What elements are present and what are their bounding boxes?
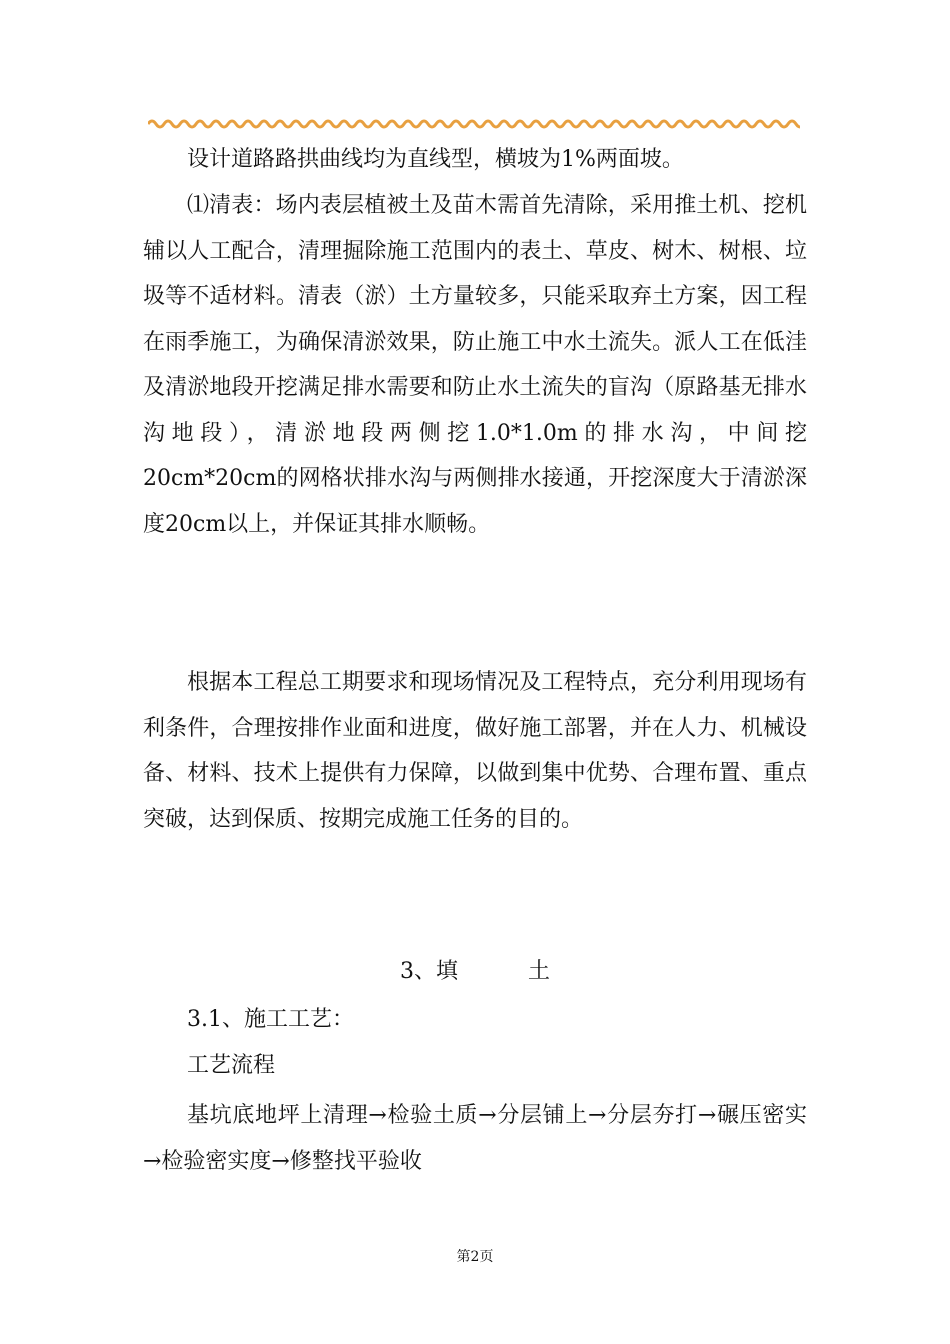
page-number: 第2页 [456, 1249, 494, 1265]
paragraph-deployment: 根据本工程总工期要求和现场情况及工程特点，充分利用现场有利条件，合理按排作业面和进度，做好施工部署，并在人力、机械设备、材料、技术上提供有力保障，以做到集中优势、合理布置、重点突破，达到保质、按期完成施工任务的目的。 [143, 670, 807, 832]
paragraph-clearing: ⑴清表：场内表层植被土及苗木需首先清除，采用推土机、挖机辅以人工配合，清理掘除施工范围内的表土、草皮、树木、树根、垃圾等不适材料。清表（淤）土方量较多，只能采取弃土方案，因工程在雨季施工，为确保清淤效果，防止施工中水土流失。派人工在低洼及清淤地段开挖满足排水需要和防止水土流失的盲沟（原路基无排水沟地段），清淤地段两侧挖1.0*1.0m的排水沟，中间挖20cm*20cm的网格状排水沟与两侧排水接通，开挖深度大于清淤深度20cm以上，并保证其排水顺畅。 [143, 193, 807, 537]
heading-rest: 土 [527, 959, 550, 984]
paragraph-road-crown: 设计道路路拱曲线均为直线型，横坡为1%两面坡。 [187, 147, 684, 172]
heading-number: 3、填 [399, 959, 458, 984]
flow-title: 工艺流程 [187, 1053, 276, 1078]
flow-text: 基坑底地坪上清理→检验土质→分层铺上→分层夯打→碾压密实→检验密实度→修整找平验收 [143, 1103, 807, 1174]
subsection-title: 3.1、施工工艺： [187, 1007, 354, 1032]
decorative-wave-divider [148, 117, 800, 131]
section-heading-fill [0, 954, 950, 985]
